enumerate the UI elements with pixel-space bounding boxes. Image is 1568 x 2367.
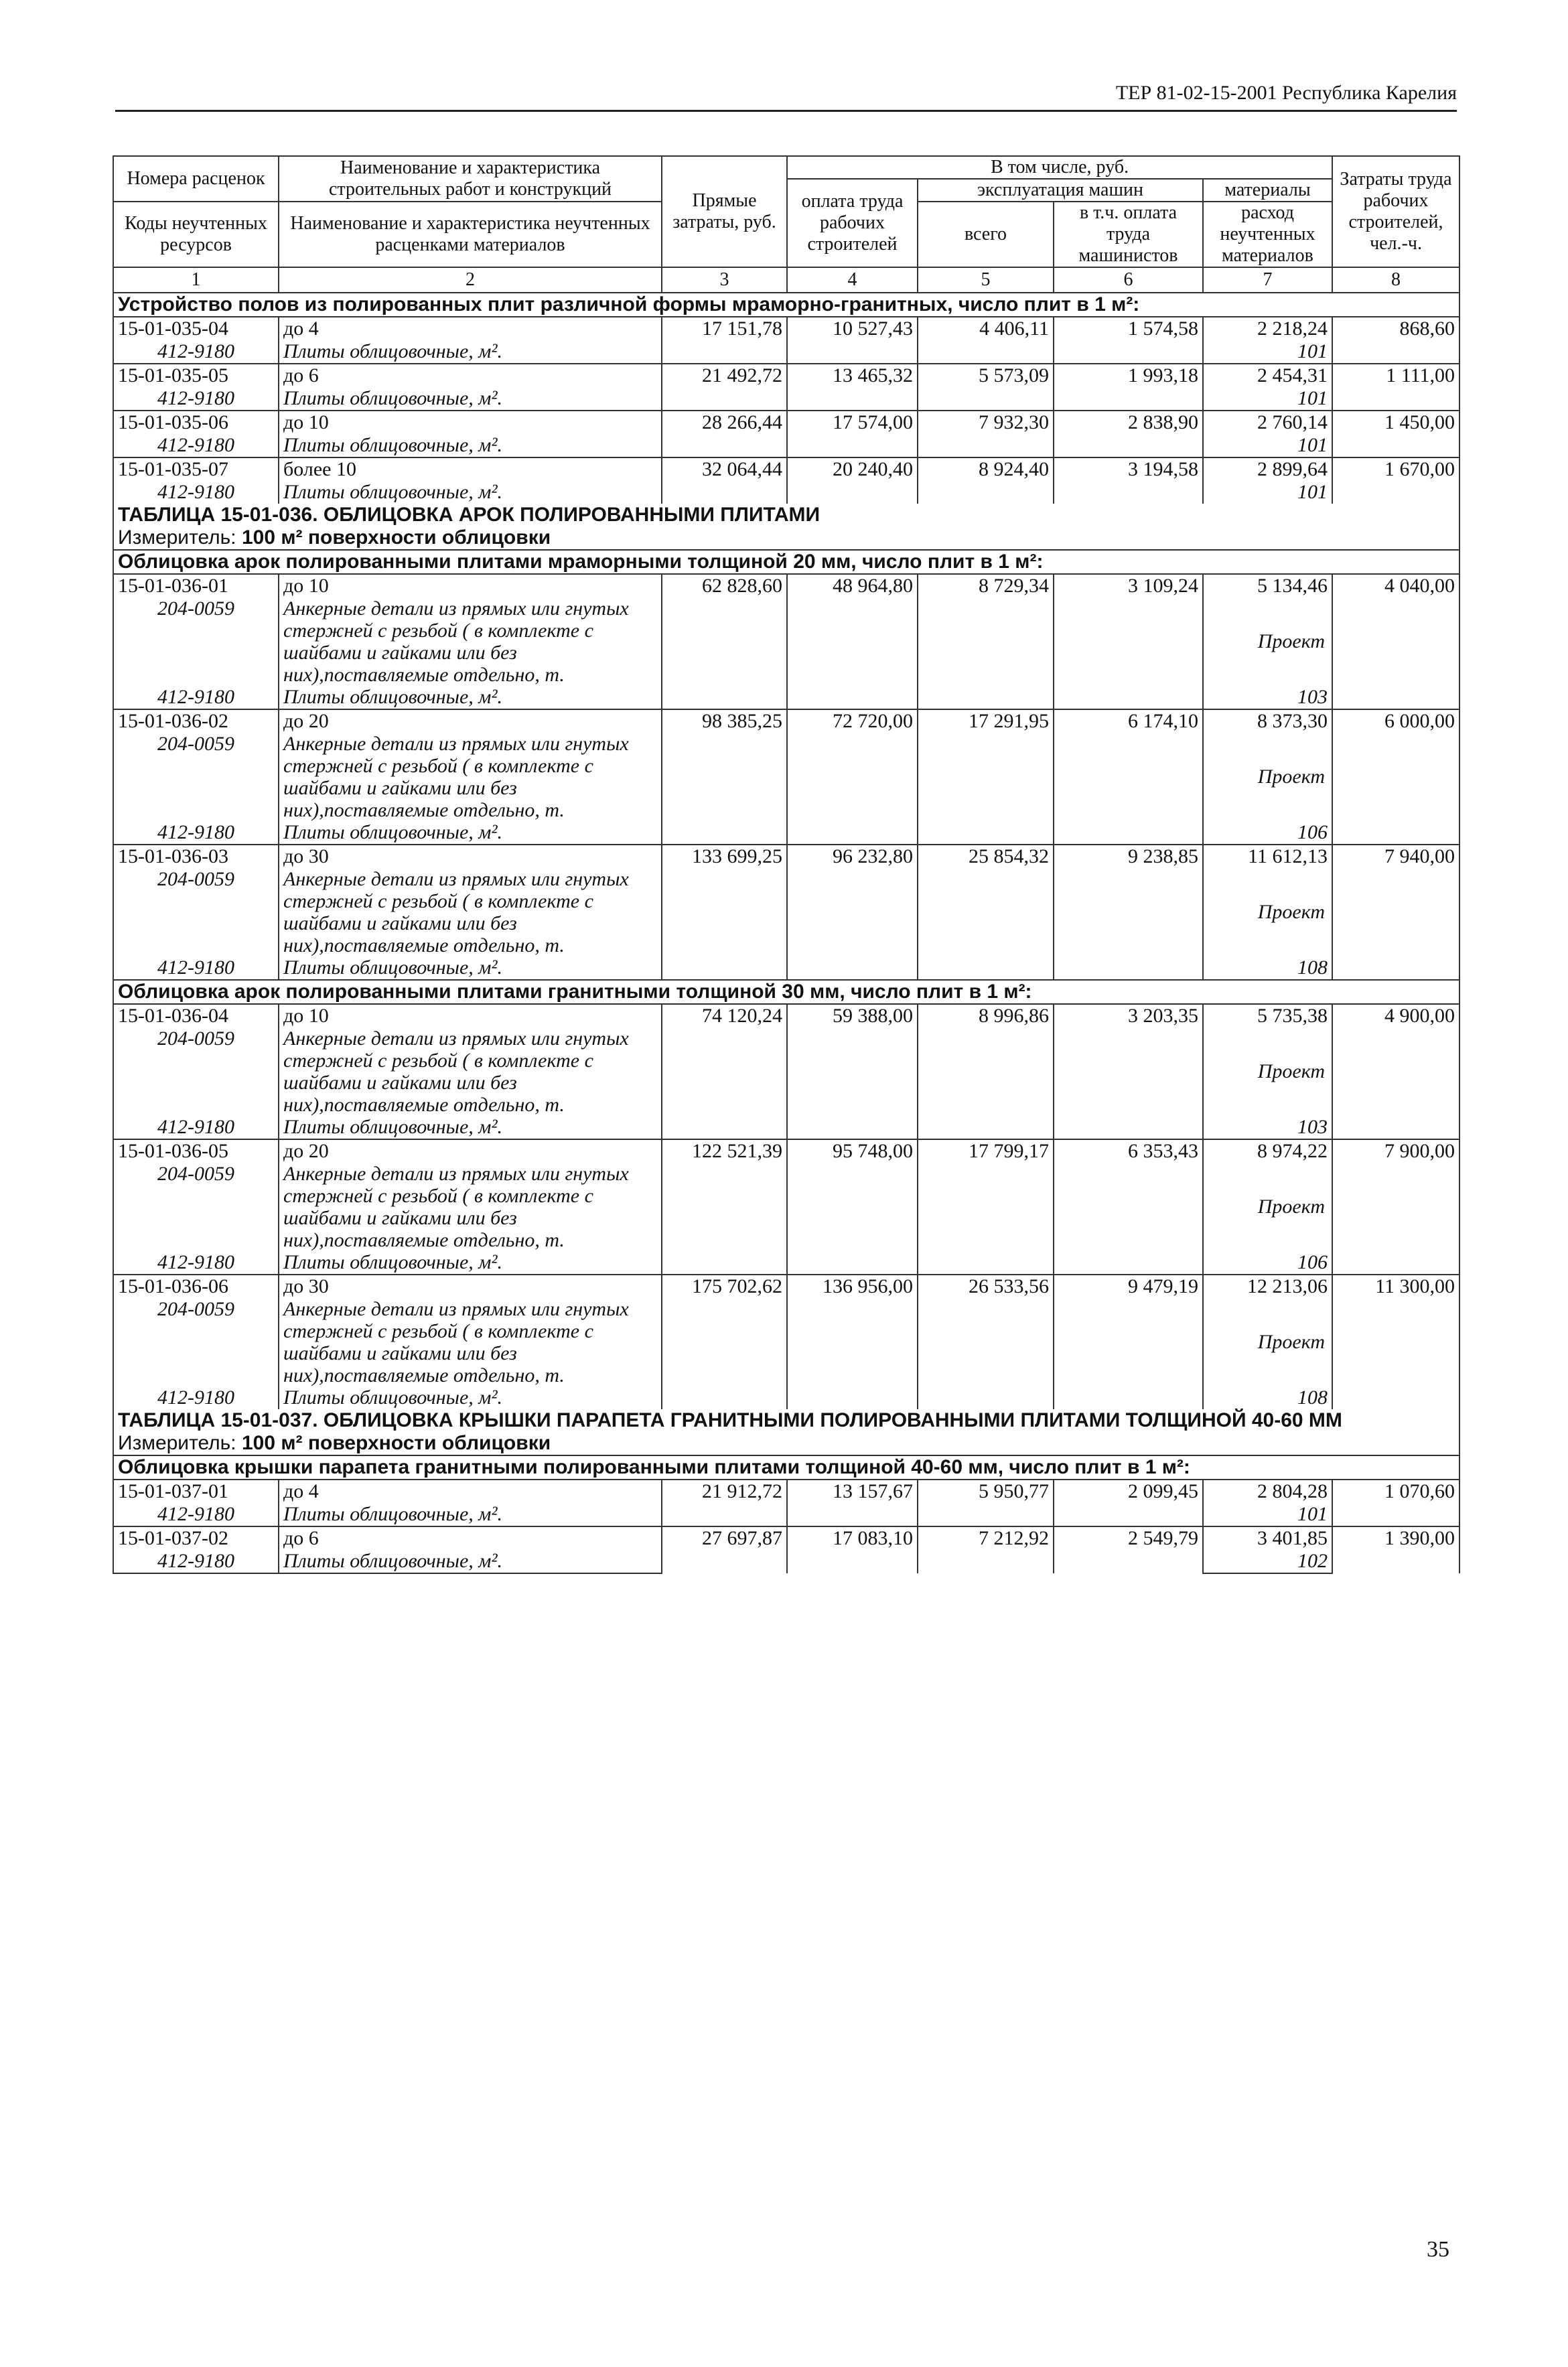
labor-cost: 95 748,00 [787,1139,918,1275]
table-row [113,411,1459,434]
resource-quantity: 103 [1203,686,1332,709]
work-name: до 10 [279,1004,662,1027]
column-number: 7 [1203,267,1332,293]
measure-line [113,1432,1459,1455]
work-name: до 10 [279,574,662,597]
rate-code: 15-01-036-03 [113,845,279,868]
table-column-numbers [113,267,1459,293]
resource-quantity: Проект [1203,1298,1332,1386]
material-cost: 2 454,31 [1203,364,1332,387]
resource-quantity: 101 [1203,340,1332,364]
machine-cost: 5 573,09 [918,364,1054,411]
table-row [113,709,1459,733]
resource-quantity: 102 [1203,1550,1332,1573]
labor-hours: 1 450,00 [1332,411,1459,457]
resource-code: 204-0059 [113,868,279,956]
column-number: 2 [279,267,662,293]
header-col6: в т.ч. оплата труда машинистов [1054,202,1203,267]
resource-name: Плиты облицовочные, м². [279,1251,662,1275]
labor-cost: 17 083,10 [787,1526,918,1573]
labor-cost: 10 527,43 [787,317,918,364]
resource-code: 204-0059 [113,1298,279,1386]
table-caption: ТАБЛИЦА 15-01-037. ОБЛИЦОВКА КРЫШКИ ПАРАПЕТА ГРАНИТНЫМИ ПОЛИРОВАННЫМИ ПЛИТАМИ ТОЛЩИНОЙ 40-60 ММ [113,1409,1459,1432]
resource-code: 412-9180 [113,1251,279,1275]
machinist-labor-cost: 1 993,18 [1054,364,1203,411]
direct-cost: 62 828,60 [662,574,787,709]
work-name: до 20 [279,1139,662,1163]
machinist-labor-cost: 2 549,79 [1054,1526,1203,1573]
rate-code: 15-01-036-04 [113,1004,279,1027]
subsection-title: Облицовка крышки парапета гранитными полированными плитами толщиной 40-60 мм, число плит в 1 м²: [113,1455,1459,1480]
resource-quantity: Проект [1203,597,1332,686]
measure-label: Измеритель: [118,526,242,549]
resource-code: 412-9180 [113,821,279,845]
subsection-title-row [113,550,1459,574]
labor-cost: 17 574,00 [787,411,918,457]
header-group-including: В том числе, руб. [787,156,1332,179]
resource-name: Плиты облицовочные, м². [279,481,662,504]
measure-label: Измеритель: [118,1432,242,1454]
direct-cost: 74 120,24 [662,1004,787,1139]
work-name: до 4 [279,317,662,340]
labor-hours: 11 300,00 [1332,1275,1459,1409]
table-row [113,457,1459,481]
direct-cost: 21 912,72 [662,1480,787,1526]
labor-hours: 1 390,00 [1332,1526,1459,1573]
measure-unit: 100 м² поверхности облицовки [241,526,551,549]
direct-cost: 21 492,72 [662,364,787,411]
resource-name: Плиты облицовочные, м². [279,434,662,457]
table-row [113,574,1459,597]
resource-name: Плиты облицовочные, м². [279,1386,662,1409]
machine-cost: 8 729,34 [918,574,1054,709]
resource-quantity: Проект [1203,1027,1332,1116]
resource-code: 412-9180 [113,1503,279,1526]
resource-name: Плиты облицовочные, м². [279,956,662,980]
column-number: 8 [1332,267,1459,293]
labor-hours: 1 070,60 [1332,1480,1459,1526]
resource-quantity: 108 [1203,1386,1332,1409]
resource-quantity: 106 [1203,1251,1332,1275]
column-number: 4 [787,267,918,293]
resource-name: Плиты облицовочные, м². [279,1503,662,1526]
resource-code: 412-9180 [113,481,279,504]
machinist-labor-cost: 9 238,85 [1054,845,1203,980]
measure-line [113,526,1459,550]
resource-code: 204-0059 [113,1027,279,1116]
machine-cost: 5 950,77 [918,1480,1054,1526]
table-caption-row [113,504,1459,526]
resource-quantity: 101 [1203,387,1332,411]
rate-code: 15-01-037-01 [113,1480,279,1503]
direct-cost: 175 702,62 [662,1275,787,1409]
labor-hours: 1 111,00 [1332,364,1459,411]
resource-code: 412-9180 [113,340,279,364]
machinist-labor-cost: 3 194,58 [1054,457,1203,504]
header-col2-top: Наименование и характеристика строительных работ и конструкций [279,156,662,202]
machine-cost: 8 996,86 [918,1004,1054,1139]
material-cost: 5 134,46 [1203,574,1332,597]
machine-cost: 4 406,11 [918,317,1054,364]
resource-quantity: 108 [1203,956,1332,980]
machine-cost: 25 854,32 [918,845,1054,980]
resource-code: 204-0059 [113,733,279,821]
resource-name: Анкерные детали из прямых или гнутых стержней с резьбой ( в комплекте с шайбами и гайками или без них),поставляемые отдельно, т. [279,597,662,686]
subsection-title-row [113,293,1459,317]
machinist-labor-cost: 6 174,10 [1054,709,1203,845]
labor-cost: 136 956,00 [787,1275,918,1409]
table-row [113,1275,1459,1298]
direct-cost: 28 266,44 [662,411,787,457]
machine-cost: 7 212,92 [918,1526,1054,1573]
rate-code: 15-01-035-04 [113,317,279,340]
table-row [113,364,1459,387]
subsection-title-row [113,1455,1459,1480]
page-number: 35 [1427,2237,1449,2262]
work-name: до 4 [279,1480,662,1503]
work-name: до 10 [279,411,662,434]
machinist-labor-cost: 3 109,24 [1054,574,1203,709]
resource-quantity: Проект [1203,868,1332,956]
column-number: 6 [1054,267,1203,293]
work-name: до 30 [279,845,662,868]
table-row [113,1480,1459,1503]
header-col1-top: Номера расценок [113,156,279,202]
labor-hours: 7 900,00 [1332,1139,1459,1275]
resource-name: Плиты облицовочные, м². [279,340,662,364]
machine-cost: 17 799,17 [918,1139,1054,1275]
rate-code: 15-01-037-02 [113,1526,279,1550]
header-col4: оплата труда рабочих строителей [787,179,918,267]
direct-cost: 27 697,87 [662,1526,787,1573]
header-col5: всего [918,202,1054,267]
direct-cost: 32 064,44 [662,457,787,504]
material-cost: 2 760,14 [1203,411,1332,434]
table-body [113,293,1459,1573]
material-cost: 3 401,85 [1203,1526,1332,1550]
rates-table [113,155,1460,1574]
labor-cost: 48 964,80 [787,574,918,709]
resource-quantity: 101 [1203,481,1332,504]
resource-code: 412-9180 [113,434,279,457]
labor-cost: 96 232,80 [787,845,918,980]
rate-code: 15-01-036-05 [113,1139,279,1163]
column-number: 3 [662,267,787,293]
work-name: до 6 [279,1526,662,1550]
resource-code: 204-0059 [113,1163,279,1251]
resource-code: 412-9180 [113,686,279,709]
labor-cost: 13 465,32 [787,364,918,411]
header-col1-bottom: Коды неучтенных ресурсов [113,202,279,267]
rate-code: 15-01-035-06 [113,411,279,434]
material-cost: 2 804,28 [1203,1480,1332,1503]
machinist-labor-cost: 9 479,19 [1054,1275,1203,1409]
work-name: до 6 [279,364,662,387]
direct-cost: 133 699,25 [662,845,787,980]
resource-name: Анкерные детали из прямых или гнутых стержней с резьбой ( в комплекте с шайбами и гайками или без них),поставляемые отдельно, т. [279,733,662,821]
resource-quantity: 101 [1203,1503,1332,1526]
table-row [113,1004,1459,1027]
subsection-title: Облицовка арок полированными плитами мраморными толщиной 20 мм, число плит в 1 м²: [113,550,1459,574]
subsection-title: Устройство полов из полированных плит различной формы мраморно-гранитных, число плит в 1 м²: [113,293,1459,317]
document-header: ТЕР 81-02-15-2001 Республика Карелия [115,82,1457,112]
material-cost: 8 373,30 [1203,709,1332,733]
resource-code: 412-9180 [113,956,279,980]
resource-name: Анкерные детали из прямых или гнутых стержней с резьбой ( в комплекте с шайбами и гайками или без них),поставляемые отдельно, т. [279,1027,662,1116]
labor-hours: 868,60 [1332,317,1459,364]
labor-hours: 6 000,00 [1332,709,1459,845]
labor-cost: 20 240,40 [787,457,918,504]
machinist-labor-cost: 6 353,43 [1054,1139,1203,1275]
resource-quantity: 103 [1203,1116,1332,1139]
measure-row [113,526,1459,550]
direct-cost: 98 385,25 [662,709,787,845]
machine-cost: 7 932,30 [918,411,1054,457]
work-name: до 30 [279,1275,662,1298]
column-number: 1 [113,267,279,293]
resource-quantity: 101 [1203,434,1332,457]
machine-cost: 8 924,40 [918,457,1054,504]
header-col2-bottom: Наименование и характеристика неучтенных расценками материалов [279,202,662,267]
resource-code: 412-9180 [113,387,279,411]
direct-cost: 122 521,39 [662,1139,787,1275]
machinist-labor-cost: 3 203,35 [1054,1004,1203,1139]
material-cost: 2 218,24 [1203,317,1332,340]
machinist-labor-cost: 2 099,45 [1054,1480,1203,1526]
table-row [113,845,1459,868]
table-caption-row [113,1409,1459,1432]
table-row [113,1526,1459,1550]
machinist-labor-cost: 2 838,90 [1054,411,1203,457]
resource-code: 204-0059 [113,597,279,686]
resource-quantity: Проект [1203,1163,1332,1251]
rate-code: 15-01-036-01 [113,574,279,597]
table-caption: ТАБЛИЦА 15-01-036. ОБЛИЦОВКА АРОК ПОЛИРОВАННЫМИ ПЛИТАМИ [113,504,1459,526]
resource-name: Плиты облицовочные, м². [279,387,662,411]
subsection-title-row [113,980,1459,1004]
work-name: более 10 [279,457,662,481]
table-header-row-1 [113,156,1459,179]
rate-code: 15-01-036-02 [113,709,279,733]
machine-cost: 17 291,95 [918,709,1054,845]
direct-cost: 17 151,78 [662,317,787,364]
table-row [113,1139,1459,1163]
material-cost: 12 213,06 [1203,1275,1332,1298]
resource-name: Анкерные детали из прямых или гнутых стержней с резьбой ( в комплекте с шайбами и гайками или без них),поставляемые отдельно, т. [279,1163,662,1251]
labor-hours: 4 040,00 [1332,574,1459,709]
resource-name: Анкерные детали из прямых или гнутых стержней с резьбой ( в комплекте с шайбами и гайками или без них),поставляемые отдельно, т. [279,1298,662,1386]
table-row [113,317,1459,340]
resource-name: Плиты облицовочные, м². [279,1550,662,1573]
labor-hours: 7 940,00 [1332,845,1459,980]
resource-name: Анкерные детали из прямых или гнутых стержней с резьбой ( в комплекте с шайбами и гайками или без них),поставляемые отдельно, т. [279,868,662,956]
header-group-materials: материалы [1203,179,1332,202]
resource-quantity: Проект [1203,733,1332,821]
material-cost: 5 735,38 [1203,1004,1332,1027]
material-cost: 2 899,64 [1203,457,1332,481]
work-name: до 20 [279,709,662,733]
header-col3: Прямые затраты, руб. [662,156,787,267]
measure-row [113,1432,1459,1455]
machinist-labor-cost: 1 574,58 [1054,317,1203,364]
resource-code: 412-9180 [113,1386,279,1409]
header-col7: расход неучтенных материалов [1203,202,1332,267]
machine-cost: 26 533,56 [918,1275,1054,1409]
labor-hours: 1 670,00 [1332,457,1459,504]
labor-cost: 59 388,00 [787,1004,918,1139]
rate-code: 15-01-036-06 [113,1275,279,1298]
rate-code: 15-01-035-07 [113,457,279,481]
resource-code: 412-9180 [113,1116,279,1139]
material-cost: 8 974,22 [1203,1139,1332,1163]
labor-cost: 72 720,00 [787,709,918,845]
column-number: 5 [918,267,1054,293]
material-cost: 11 612,13 [1203,845,1332,868]
measure-unit: 100 м² поверхности облицовки [241,1432,551,1454]
header-group-machines: эксплуатация машин [918,179,1203,202]
resource-name: Плиты облицовочные, м². [279,686,662,709]
resource-name: Плиты облицовочные, м². [279,1116,662,1139]
subsection-title: Облицовка арок полированными плитами гранитными толщиной 30 мм, число плит в 1 м²: [113,980,1459,1004]
labor-hours: 4 900,00 [1332,1004,1459,1139]
resource-quantity: 106 [1203,821,1332,845]
header-col8: Затраты труда рабочих строителей, чел.-ч. [1332,156,1459,267]
rate-code: 15-01-035-05 [113,364,279,387]
resource-code: 412-9180 [113,1550,279,1573]
labor-cost: 13 157,67 [787,1480,918,1526]
resource-name: Плиты облицовочные, м². [279,821,662,845]
